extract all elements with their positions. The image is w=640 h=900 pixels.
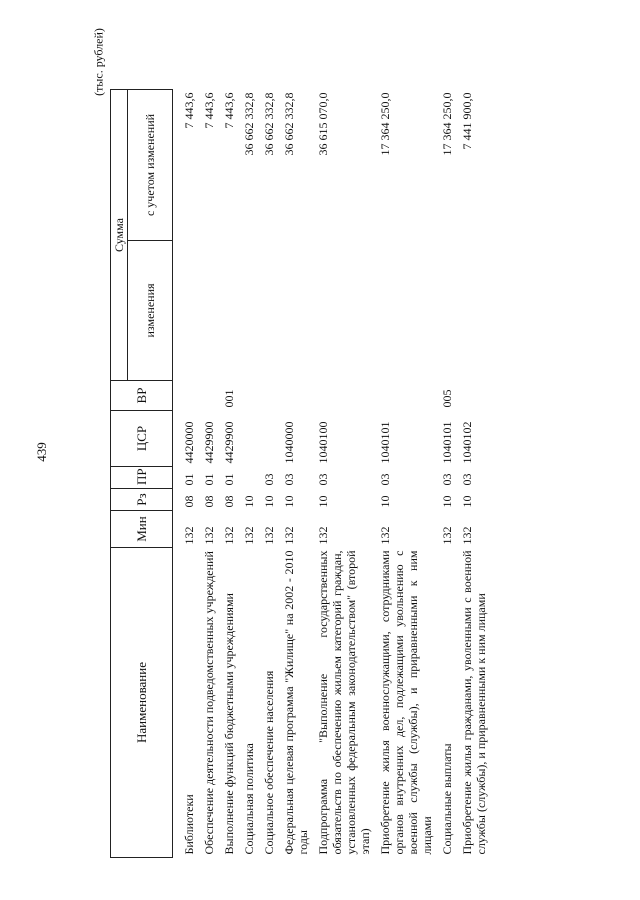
row-name: Социальные выплаты <box>440 743 454 855</box>
row-total: 36 615 070,0 <box>316 92 330 156</box>
row-total: 7 443,6 <box>222 92 236 129</box>
row-csr: 4429900 <box>222 421 236 464</box>
row-changes <box>173 241 200 381</box>
row-csr: 1040100 <box>316 421 330 464</box>
row-total: 36 662 332,8 <box>282 92 296 156</box>
row-csr: 1040000 <box>282 421 296 464</box>
row-min: 132 <box>460 526 474 545</box>
header-pr: ПР <box>111 467 173 489</box>
row-rz: 10 <box>460 495 474 508</box>
page-number: 439 <box>34 442 49 462</box>
row-total: 7 441 900,0 <box>460 92 474 150</box>
row-changes <box>219 241 239 381</box>
row-pr: 03 <box>460 473 474 486</box>
row-total: 7 443,6 <box>202 92 216 129</box>
units-label: (тыс. рублей) <box>91 28 106 96</box>
row-vr <box>173 381 200 411</box>
row-rz: 08 <box>202 495 216 508</box>
header-with-changes: с учетом изменений <box>128 89 173 240</box>
table-row <box>375 89 437 857</box>
row-pr: 01 <box>222 473 236 486</box>
row-changes <box>313 241 375 381</box>
row-vr <box>457 381 491 411</box>
header-changes: изменения <box>128 241 173 381</box>
header-name: Наименование <box>111 548 173 858</box>
row-changes <box>437 241 457 381</box>
row-min: 132 <box>202 526 216 545</box>
row-min: 132 <box>282 526 296 545</box>
table-row <box>437 89 457 857</box>
row-rz: 10 <box>316 495 330 508</box>
row-name: Обеспечение деятельности подведомственных учреждений <box>202 551 216 855</box>
row-rz: 08 <box>182 495 196 508</box>
row-name: Приобретение жилья гражданами, уволенными с военной службы (службы), и приравненными к ним лицами <box>460 550 488 855</box>
row-csr: 4420000 <box>182 421 196 464</box>
budget-table <box>110 89 491 858</box>
budget-table-sheet <box>110 90 570 858</box>
row-vr <box>199 381 219 411</box>
row-total: 7 443,6 <box>182 92 196 129</box>
row-pr <box>239 467 259 489</box>
table-row <box>457 89 491 857</box>
table-header <box>111 89 173 857</box>
row-pr: 03 <box>378 473 392 486</box>
header-rz: Рз <box>111 489 173 511</box>
row-total: 17 364 250,0 <box>378 92 392 156</box>
header-vr: ВР <box>111 381 173 411</box>
row-pr: 03 <box>316 473 330 486</box>
row-min: 132 <box>316 526 330 545</box>
row-rz: 10 <box>440 495 454 508</box>
row-total: 17 364 250,0 <box>440 92 454 156</box>
row-vr <box>375 381 437 411</box>
row-min: 132 <box>182 526 196 545</box>
row-pr: 03 <box>440 473 454 486</box>
row-name: Социальная политика <box>242 743 256 855</box>
row-min: 132 <box>378 526 392 545</box>
row-min: 132 <box>262 526 276 545</box>
row-pr: 01 <box>202 473 216 486</box>
row-pr: 01 <box>182 473 196 486</box>
row-min: 132 <box>222 526 236 545</box>
row-csr <box>259 411 279 467</box>
row-name: Библиотеки <box>182 794 196 855</box>
row-min: 132 <box>440 526 454 545</box>
table-body <box>173 89 492 857</box>
row-name: Приобретение жилья военнослужащими, сотрудниками органов внутренних дел, подлежащими увольнению с военной службы (службы), и приравненными к ним лицами <box>378 550 434 855</box>
row-name: Выполнение функций бюджетными учреждениями <box>222 593 236 855</box>
header-min: Мин <box>111 511 173 548</box>
row-changes <box>279 241 313 381</box>
row-rz: 08 <box>222 495 236 508</box>
row-changes <box>375 241 437 381</box>
row-total: 36 662 332,8 <box>242 92 256 156</box>
table-row <box>279 89 313 857</box>
table-row <box>313 89 375 857</box>
row-changes <box>199 241 219 381</box>
row-vr: 005 <box>440 389 454 408</box>
row-rz: 10 <box>242 495 256 508</box>
table-row <box>219 89 239 857</box>
row-csr: 1040101 <box>440 421 454 464</box>
row-vr <box>259 381 279 411</box>
row-vr <box>313 381 375 411</box>
row-csr <box>239 411 259 467</box>
header-sum: Сумма <box>111 89 128 380</box>
row-total: 36 662 332,8 <box>262 92 276 156</box>
row-csr: 4429900 <box>202 421 216 464</box>
table-row <box>173 89 200 857</box>
row-pr: 03 <box>262 473 276 486</box>
row-csr: 1040101 <box>378 421 392 464</box>
row-changes <box>259 241 279 381</box>
row-rz: 10 <box>378 495 392 508</box>
row-vr <box>279 381 313 411</box>
row-changes <box>239 241 259 381</box>
row-name: Социальное обеспечение населения <box>262 670 276 855</box>
row-csr: 1040102 <box>460 421 474 464</box>
row-pr: 03 <box>282 473 296 486</box>
row-min: 132 <box>242 526 256 545</box>
row-changes <box>457 241 491 381</box>
row-name: Федеральная целевая программа "Жилище" на 2002 - 2010 годы <box>282 550 310 855</box>
table-row <box>239 89 259 857</box>
table-row <box>199 89 219 857</box>
row-name: Подпрограмма "Выполнение государственных обязательств по обеспечению жильем категорий граждан, установленных федеральным законодательством" (второй этап) <box>316 550 372 855</box>
row-vr: 001 <box>222 389 236 408</box>
table-row <box>259 89 279 857</box>
row-rz: 10 <box>282 495 296 508</box>
header-csr: ЦСР <box>111 411 173 467</box>
row-rz: 10 <box>262 495 276 508</box>
row-vr <box>239 381 259 411</box>
